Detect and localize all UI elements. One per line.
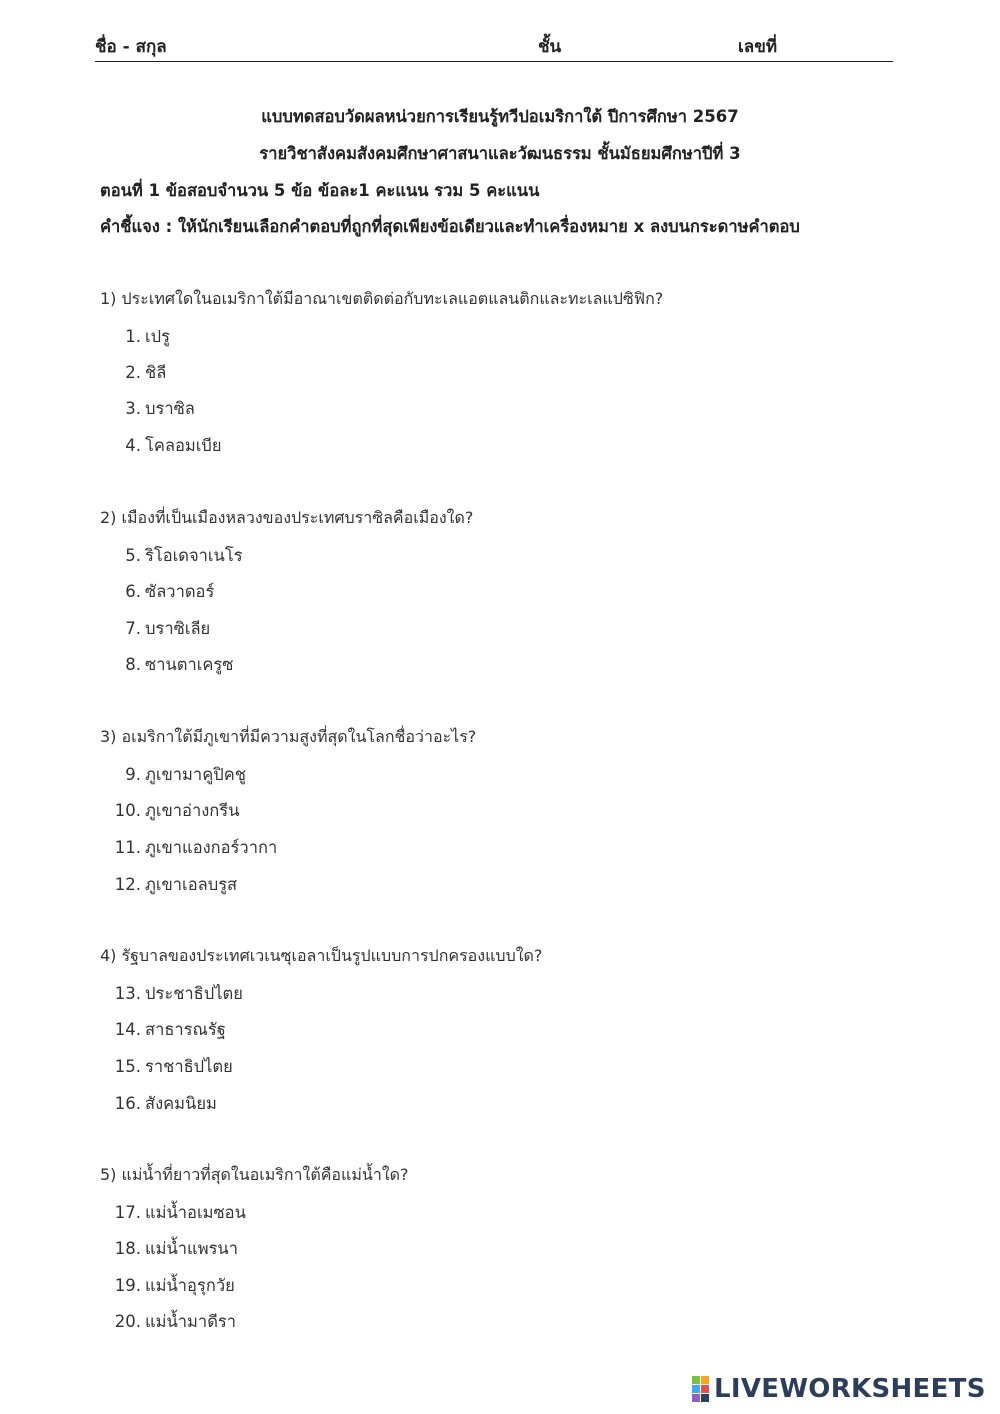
logo-square [692,1385,700,1393]
option-number: 18. [114,1239,141,1258]
option-number: 5. [125,546,141,565]
option-8[interactable] [97,652,233,678]
option-text: ภูเขาเอลบรูส [145,875,238,894]
option-number: 3. [125,399,141,418]
option-number: 7. [125,619,141,638]
logo-text: LIVEWORKSHEETS [714,1374,986,1404]
option-number: 16. [114,1094,141,1113]
option-text: สังคมนิยม [145,1094,217,1113]
option-number: 2. [125,363,141,382]
logo-square [692,1376,700,1384]
option-number: 19. [114,1276,141,1295]
instructions: คำชี้แจง : ให้นักเรียนเลือกคำตอบที่ถูกที่สุดเพียงข้อเดียวและทำเครื่องหมาย x ลงบนกระดาษคำตอบ [100,217,800,236]
option-number: 11. [114,838,141,857]
option-text: ซัลวาดอร์ [145,582,215,601]
option-7[interactable] [97,616,210,642]
option-number: 15. [114,1057,141,1076]
option-19[interactable] [97,1273,235,1299]
question-2: 2) เมืองที่เป็นเมืองหลวงของประเทศบราซิลคือเมืองใด? [100,508,474,527]
option-10[interactable] [97,798,239,824]
option-text: เปรู [145,327,170,346]
option-number: 13. [114,984,141,1003]
name-label: ชื่อ - สกุล [95,37,167,57]
logo-square [701,1385,709,1393]
option-9[interactable] [97,762,246,788]
question-1: 1) ประเทศใดในอเมริกาใต้มีอาณาเขตติดต่อกับทะเลแอตแลนติกและทะเลแปซิฟิก? [100,289,664,308]
option-18[interactable] [97,1236,238,1262]
option-number: 14. [114,1020,141,1039]
question-4: 4) รัฐบาลของประเทศเวเนซุเอลาเป็นรูปแบบการปกครองแบบใด? [100,946,543,965]
option-number: 4. [125,436,141,455]
header-divider [95,61,893,62]
option-14[interactable] [97,1017,226,1043]
option-text: ซานตาเครูซ [145,655,234,674]
class-label: ชั้น [538,37,562,57]
liveworksheets-logo [692,1374,986,1404]
option-12[interactable] [97,872,237,898]
option-text: โคลอมเบีย [145,436,222,455]
option-20[interactable] [97,1309,236,1335]
number-label: เลขที่ [738,37,778,57]
option-15[interactable] [97,1054,233,1080]
logo-square [701,1394,709,1402]
option-16[interactable] [97,1091,217,1117]
option-1[interactable] [97,324,170,350]
option-17[interactable] [97,1200,246,1226]
option-number: 12. [114,875,141,894]
option-3[interactable] [97,396,195,422]
option-text: ชิลี [145,363,167,382]
option-text: แม่น้ำอุรุกวัย [145,1276,235,1295]
option-number: 8. [125,655,141,674]
part-description: ตอนที่ 1 ข้อสอบจำนวน 5 ข้อ ข้อละ1 คะแนน รวม 5 คะแนน [100,181,540,200]
option-6[interactable] [97,579,214,605]
option-text: ภูเขาอ่างกรีน [145,801,240,820]
option-text: บราซิล [145,399,195,418]
option-text: ราชาธิปไตย [145,1057,233,1076]
option-number: 9. [125,765,141,784]
option-number: 17. [114,1203,141,1222]
option-13[interactable] [97,981,243,1007]
option-text: ประชาธิปไตย [145,984,243,1003]
option-number: 6. [125,582,141,601]
question-3: 3) อเมริกาใต้มีภูเขาที่มีความสูงที่สุดในโลกชื่อว่าอะไร? [100,727,477,746]
option-2[interactable] [97,360,166,386]
option-text: ริโอเดจาเนโร [145,546,243,565]
option-text: บราซิเลีย [145,619,211,638]
worksheet-title: แบบทดสอบวัดผลหน่วยการเรียนรู้ทวีปอเมริกาใต้ ปีการศึกษา 2567 [261,107,739,126]
option-text: สาธารณรัฐ [145,1020,226,1039]
option-11[interactable] [97,835,277,861]
liveworksheets-logo-icon [692,1376,709,1402]
option-text: ภูเขาแองกอร์วากา [145,838,278,857]
question-5: 5) แม่น้ำที่ยาวที่สุดในอเมริกาใต้คือแม่น้ำใด? [100,1165,409,1184]
option-text: แม่น้ำอเมซอน [145,1203,246,1222]
option-4[interactable] [97,433,222,459]
logo-square [692,1394,700,1402]
option-text: แม่น้ำมาดีรา [145,1312,237,1331]
option-number: 10. [114,801,141,820]
option-number: 1. [125,327,141,346]
option-5[interactable] [97,543,243,569]
logo-square [701,1376,709,1384]
option-number: 20. [114,1312,141,1331]
option-text: แม่น้ำแพรนา [145,1239,238,1258]
worksheet-subtitle: รายวิชาสังคมสังคมศึกษาศาสนาและวัฒนธรรม ชั้นมัธยมศึกษาปีที่ 3 [259,144,741,163]
option-text: ภูเขามาคูปิคชู [145,765,246,784]
